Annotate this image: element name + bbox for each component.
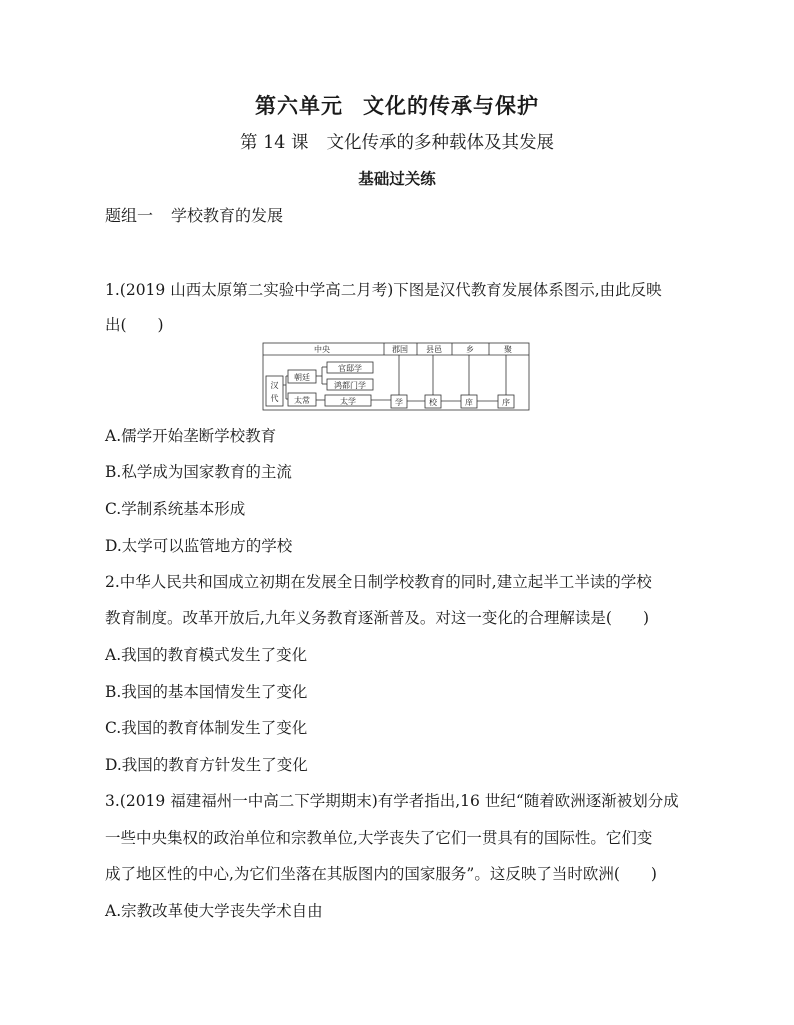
- question-1-line-2: 出( ): [105, 316, 164, 334]
- section-title: 基础过关练: [358, 169, 436, 188]
- lesson-title: [0, 129, 794, 154]
- question-2-option-d: D.我国的教育方针发生了变化: [105, 756, 308, 774]
- lesson-number: 第 14 课: [240, 133, 309, 153]
- question-1-option-a: A.儒学开始垄断学校教育: [105, 427, 277, 445]
- question-2-option-c: C.我国的教育体制发生了变化: [105, 719, 308, 737]
- group-label: 题组一: [105, 206, 154, 225]
- question-3-line-3: 成了地区性的中心,为它们坐落在其版图内的国家服务”。这反映了当时欧洲( ): [105, 865, 657, 883]
- diagram-taixue-label: 太学: [340, 397, 356, 406]
- diagram-level-label-4: 聚: [504, 345, 512, 354]
- diagram-svg: [262, 342, 530, 412]
- lesson-name: 文化传承的多种载体及其发展: [326, 133, 554, 153]
- question-1-option-d: D.太学可以监管地方的学校: [105, 537, 293, 555]
- question-3-line-1: 3.(2019 福建福州一中高二下学期期末)有学者指出,16 世纪“随着欧洲逐渐被划分成: [105, 792, 679, 810]
- diagram-central-label: 中央: [314, 345, 330, 354]
- diagram-court-school-2: 鸿都门学: [334, 381, 366, 390]
- question-2-option-b: B.我国的基本国情发生了变化: [105, 683, 308, 701]
- diagram-court-school-1: 官邸学: [338, 364, 362, 373]
- diagram-local-school-4: 序: [502, 398, 510, 407]
- diagram-local-school-1: 学: [395, 398, 403, 407]
- education-system-diagram: [262, 342, 530, 412]
- question-2-line-2: 教育制度。改革开放后,九年义务教育逐渐普及。对这一变化的合理解读是( ): [105, 609, 650, 627]
- diagram-local-school-2: 校: [429, 398, 437, 407]
- diagram-local-school-3: 庠: [465, 398, 473, 407]
- question-1-option-b: B.私学成为国家教育的主流: [105, 463, 292, 481]
- question-1-option-c: C.学制系统基本形成: [105, 500, 246, 518]
- question-3-option-a: A.宗教改革使大学丧失学术自由: [105, 902, 323, 920]
- question-3-line-2: 一些中央集权的政治单位和宗教单位,大学丧失了它们一贯具有的国际性。它们变: [105, 829, 653, 847]
- diagram-dynasty-char-2: 代: [270, 394, 279, 403]
- question-2-line-1: 2.中华人民共和国成立初期在发展全日制学校教育的同时,建立起半工半读的学校: [105, 573, 652, 591]
- unit-number: 第六单元: [255, 93, 343, 118]
- question-1-line-1: 1.(2019 山西太原第二实验中学高二月考)下图是汉代教育发展体系图示,由此反映: [105, 281, 662, 299]
- question-2-option-a: A.我国的教育模式发生了变化: [105, 646, 308, 664]
- group-heading: [105, 203, 283, 226]
- diagram-dynasty-char-1: 汉: [270, 381, 279, 390]
- group-title: 学校教育的发展: [171, 206, 284, 225]
- diagram-taichang-label: 太常: [294, 396, 310, 405]
- diagram-level-label-1: 郡国: [392, 345, 408, 354]
- diagram-court-label: 朝廷: [294, 373, 310, 382]
- unit-name: 文化的传承与保护: [363, 93, 539, 118]
- diagram-level-label-3: 乡: [466, 345, 474, 354]
- diagram-level-label-2: 县邑: [426, 345, 442, 354]
- unit-title: [0, 90, 794, 120]
